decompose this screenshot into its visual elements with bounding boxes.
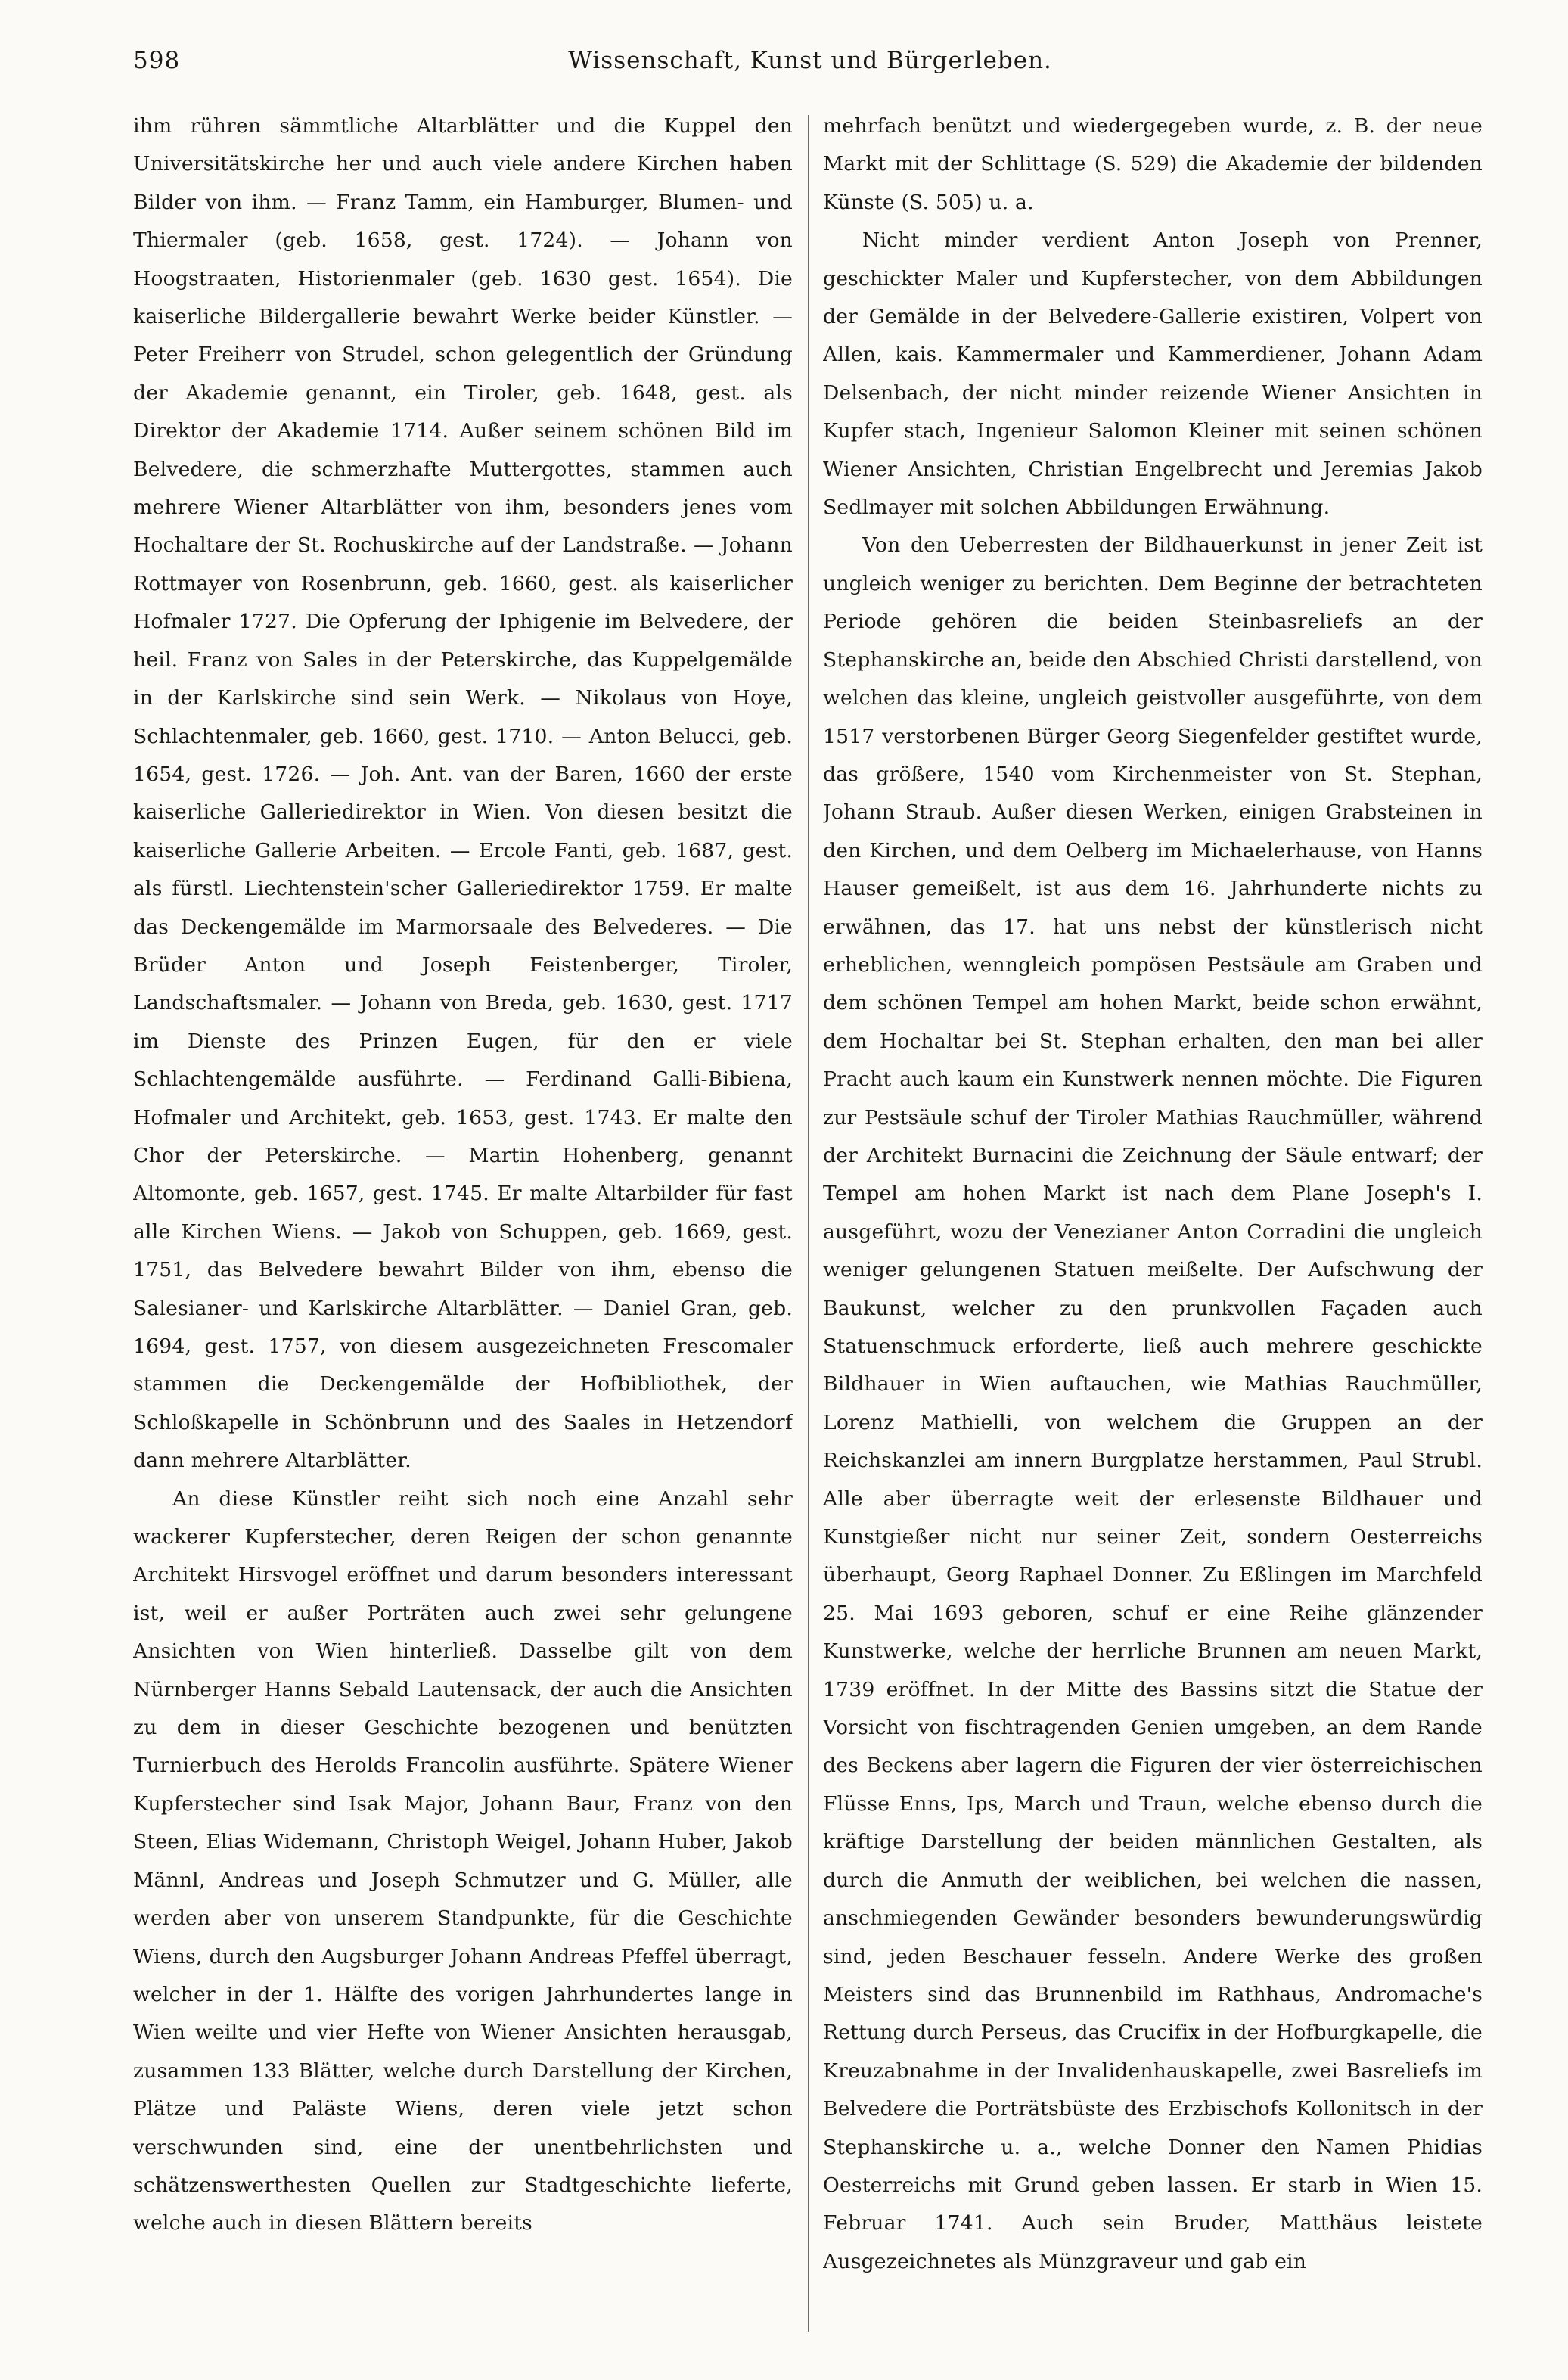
- paragraph: Nicht minder verdient Anton Joseph von Prenner, geschickter Maler und Kupferstecher, von dem Abbildungen der Gemälde in der Belvedere-Gallerie existiren, Volpert von Allen, kais. Kammermaler und Kammerdiener, Johann Adam Delsenbach, der nicht minder reizende Wiener Ansichten in Kupfer stach, Ingenieur Salomon Kleiner mit seinen schönen Wiener Ansichten, Christian Engelbrecht und Jeremias Jakob Sedlmayer mit solchen Abbildungen Erwähnung.: [823, 228, 1483, 520]
- running-title: Wissenschaft, Kunst und Bürgerleben.: [568, 47, 1052, 74]
- paragraph: ihm rühren sämmtliche Altarblätter und die Kuppel den Universitätskirche her und auch viele andere Kirchen haben Bilder von ihm. — Franz Tamm, ein Hamburger, Blumen- und Thiermaler (geb. 1658, gest. 1724). — Johann von Hoogstraaten, Historienmaler (geb. 1630 gest. 1654). Die kaiserliche Bildergallerie bewahrt Werke beider Künstler. — Peter Freiherr von Strudel, schon gelegentlich der Gründung der Akademie genannt, ein Tiroler, geb. 1648, gest. als Direktor der Akademie 1714. Außer seinem schönen Bild im Belvedere, die schmerzhafte Muttergottes, stammen auch mehrere Wiener Altarblätter von ihm, besonders jenes vom Hochaltare der St. Rochuskirche auf der Landstraße. — Johann Rottmayer von Rosenbrunn, geb. 1660, gest. als kaiserlicher Hofmaler 1727. Die Opferung der Iphigenie im Belvedere, der heil. Franz von Sales in der Peterskirche, das Kuppelgemälde in der Karlskirche sind sein Werk. — Nikolaus von Hoye, Schlachtenmaler, geb. 1660, gest. 1710. — Anton Belucci, geb. 1654, gest. 1726. — Joh. Ant. van der Baren, 1660 der erste kaiserliche Galleriedirektor in Wien. Von diesen besitzt die kaiserliche Gallerie Arbeiten. — Ercole Fanti, geb. 1687, gest. als fürstl. Liechtenstein'scher Galleriedirektor 1759. Er malte das Deckengemälde im Marmorsaale des Belvederes. — Die Brüder Anton und Joseph Feistenberger, Tiroler, Landschaftsmaler. — Johann von Breda, geb. 1630, gest. 1717 im Dienste des Prinzen Eugen, für den er viele Schlachtengemälde ausführte. — Ferdinand Galli-Bibiena, Hofmaler und Architekt, geb. 1653, gest. 1743. Er malte den Chor der Peterskirche. — Martin Hohenberg, genannt Altomonte, geb. 1657, gest. 1745. Er malte Altarbilder für fast alle Kirchen Wiens. — Jakob von Schuppen, geb. 1669, gest. 1751, das Belvedere bewahrt Bilder von ihm, ebenso die Salesianer- und Karlskirche Altarblätter. — Daniel Gran, geb. 1694, gest. 1757, von diesem ausgezeichneten Frescomaler stammen die Deckengemälde der Hofbibliothek, der Schloßkapelle in Schönbrunn und des Saales in Hetzendorf dann mehrere Altarblätter.: [133, 114, 793, 1473]
- paragraph: Von den Ueberresten der Bildhauerkunst in jener Zeit ist ungleich weniger zu berichten. Dem Beginne der betrachteten Periode gehören die beiden Steinbasreliefs an der Stephanskirche an, beide den Abschied Christi darstellend, von welchen das kleine, ungleich geistvoller ausgeführte, von dem 1517 verstorbenen Bürger Georg Siegenfelder gestiftet wurde, das größere, 1540 vom Kirchenmeister von St. Stephan, Johann Straub. Außer diesen Werken, einigen Grabsteinen in den Kirchen, und dem Oelberg im Michaelerhause, von Hanns Hauser gemeißelt, ist aus dem 16. Jahrhunderte nichts zu erwähnen, das 17. hat uns nebst der künstlerisch nicht erheblichen, wenngleich pompösen Pestsäule am Graben und dem schönen Tempel am hohen Markt, beide schon erwähnt, dem Hochaltar bei St. Stephan erhalten, den man bei aller Pracht auch kaum ein Kunstwerk nennen möchte. Die Figuren zur Pestsäule schuf der Tiroler Mathias Rauchmüller, während der Architekt Burnacini die Zeichnung der Säule entwarf; der Tempel am hohen Markt ist nach dem Plane Joseph's I. ausgeführt, wozu der Venezianer Anton Corradini die ungleich weniger gelungenen Statuen meißelte. Der Aufschwung der Baukunst, welcher zu den prunkvollen Façaden auch Statuenschmuck erforderte, ließ auch mehrere geschickte Bildhauer in Wien auftauchen, wie Mathias Rauchmüller, Lorenz Mathielli, von welchem die Gruppen an der Reichskanzlei am innern Burgplatze herstammen, Paul Strubl. Alle aber überragte weit der erlesenste Bildhauer und Kunstgießer nicht nur seiner Zeit, sondern Oesterreichs überhaupt, Georg Raphael Donner. Zu Eßlingen im Marchfeld 25. Mai 1693 geboren, schuf er eine Reihe glänzender Kunstwerke, welche der herrliche Brunnen am neuen Markt, 1739 eröffnet. In der Mitte des Bassins sitzt die Statue der Vorsicht von fischtragenden Genien umgeben, an dem Rande des Beckens aber lagern die Figuren der vier österreichischen Flüsse Enns, Ips, March und Traun, welche ebenso durch die kräftige Darstellung der beiden männlichen Gestalten, als durch die Anmuth der weiblichen, bei welchen die nassen, anschmiegenden Gewänder besonders bewunderungswürdig sind, jeden Beschauer fesseln. Andere Werke des großen Meisters sind das Brunnenbild im Rathhaus, Andromache's Rettung durch Perseus, das Crucifix in der Hofburgkapelle, die Kreuzabnahme in der Invalidenhauskapelle, zwei Basreliefs im Belvedere die Porträtsbüste des Erzbischofs Kollonitsch in der Stephanskirche u. a., welche Donner den Namen Phidias Oesterreichs mit Grund geben lassen. Er starb in Wien 15. Februar 1741. Auch sein Bruder, Matthäus leistete Ausgezeichnetes als Münzgraveur und gab ein: [823, 533, 1483, 2273]
- page-number: 598: [133, 47, 181, 74]
- paragraph: mehrfach benützt und wiedergegeben wurde, z. B. der neue Markt mit der Schlittage (S. 529) die Akademie der bildenden Künste (S. 505) u. a.: [823, 114, 1483, 214]
- column-divider: [808, 115, 809, 2332]
- left-column: [133, 107, 793, 2347]
- text-columns: [133, 107, 1495, 2347]
- paragraph: An diese Künstler reiht sich noch eine Anzahl sehr wackerer Kupferstecher, deren Reigen der schon genannte Architekt Hirsvogel eröffnet und darum besonders interessant ist, weil er außer Porträten auch zwei sehr gelungene Ansichten von Wien hinterließ. Dasselbe gilt von dem Nürnberger Hanns Sebald Lautensack, der auch die Ansichten zu dem in dieser Geschichte bezogenen und benützten Turnierbuch des Herolds Francolin ausführte. Spätere Wiener Kupferstecher sind Isak Major, Johann Baur, Franz von den Steen, Elias Widemann, Christoph Weigel, Johann Huber, Jakob Männl, Andreas und Joseph Schmutzer und G. Müller, alle werden aber von unserem Standpunkte, für die Geschichte Wiens, durch den Augsburger Johann Andreas Pfeffel überragt, welcher in der 1. Hälfte des vorigen Jahrhundertes lange in Wien weilte und vier Hefte von Wiener Ansichten herausgab, zusammen 133 Blätter, welche durch Darstellung der Kirchen, Plätze und Paläste Wiens, deren viele jetzt schon verschwunden sind, eine der unentbehrlichsten und schätzenswerthesten Quellen zur Stadtgeschichte lieferte, welche auch in diesen Blättern bereits: [133, 1487, 793, 2236]
- right-column: [823, 107, 1483, 2347]
- page-header: [133, 47, 1487, 89]
